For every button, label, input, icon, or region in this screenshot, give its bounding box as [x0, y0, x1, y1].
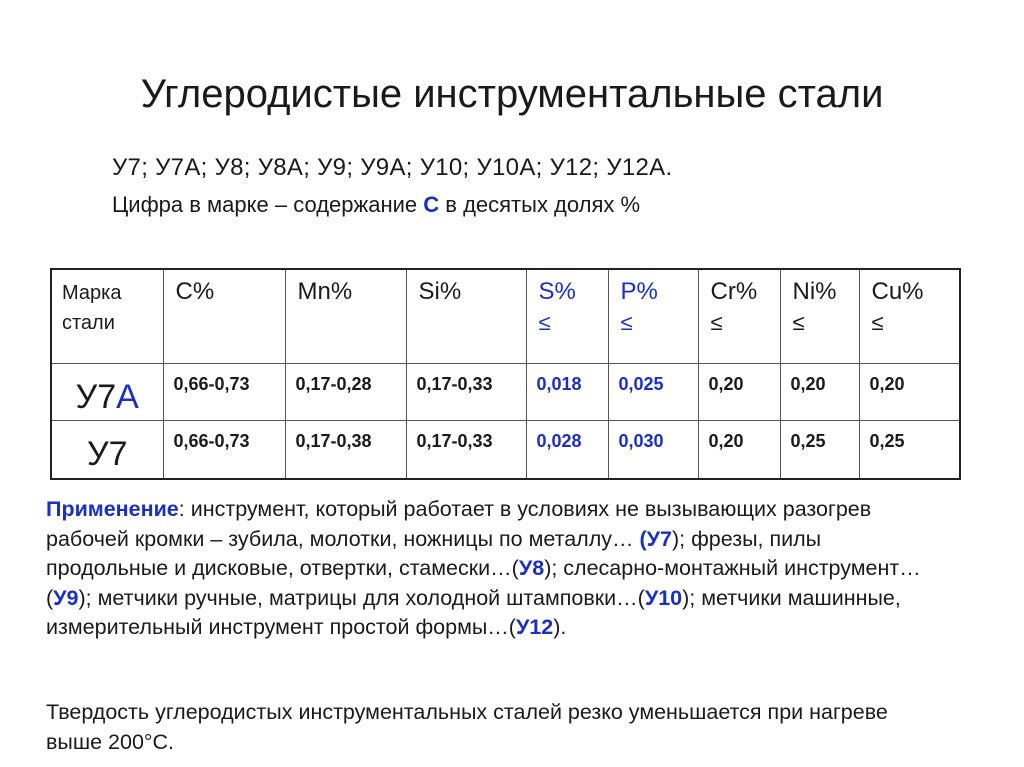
- header-p-label: P%: [620, 278, 658, 305]
- row-grade-suffix: А: [116, 377, 139, 416]
- header-p-le: ≤: [620, 310, 633, 335]
- grade-ref-u8: У8: [518, 556, 545, 580]
- header-ni-le: ≤: [792, 310, 805, 335]
- digit-note-element: С: [423, 192, 440, 217]
- application-paragraph: [46, 495, 946, 643]
- grade-ref-u7: (У7: [639, 526, 672, 551]
- cell-s: 0,018: [526, 364, 608, 421]
- table-row: [51, 421, 960, 479]
- digit-note-before: Цифра в марке – содержание: [112, 192, 424, 217]
- hardness-note: Твердость углеродистых инструментальных сталей резко уменьшается при нагреве выше 200°С.: [46, 700, 888, 754]
- header-p: [608, 269, 698, 364]
- cell-s: 0,028: [526, 421, 608, 479]
- header-s-le: ≤: [538, 310, 551, 335]
- row-grade: [51, 364, 163, 421]
- cell-cr: 0,20: [698, 364, 780, 421]
- grades-list: У7; У7А; У8; У8А; У9; У9А; У10; У10А; У12; У12А.: [112, 154, 673, 181]
- cell-cu: 0,20: [859, 364, 960, 421]
- header-cu: [859, 269, 960, 364]
- application-text-5: ); метчики машинные, измерительный инструмент простой формы…(: [46, 585, 901, 639]
- cell-p: 0,025: [608, 364, 698, 421]
- header-cr: [698, 269, 780, 364]
- header-ni-label: Ni%: [792, 278, 837, 305]
- header-s: [526, 269, 608, 364]
- application-text-4: ); метчики ручные, матрицы для холодной штамповки…(: [78, 585, 645, 610]
- header-s-label: S%: [538, 278, 576, 305]
- header-c: С%: [163, 269, 285, 364]
- cell-c: 0,66-0,73: [163, 364, 285, 421]
- cell-cu: 0,25: [859, 421, 960, 479]
- cell-ni: 0,25: [780, 421, 859, 479]
- row-grade: [51, 421, 163, 479]
- header-ni: [780, 269, 859, 364]
- header-cr-label: Cr%: [710, 278, 758, 305]
- application-text-3: ); слесарно-монтажный инструмент…(: [46, 556, 921, 610]
- table-row: [51, 364, 960, 421]
- cell-si: 0,17-0,33: [406, 364, 526, 421]
- cell-p: 0,030: [608, 421, 698, 479]
- header-si: Si%: [406, 269, 526, 364]
- cell-ni: 0,20: [780, 364, 859, 421]
- row-grade-main: У7: [75, 377, 117, 416]
- cell-c: 0,66-0,73: [163, 421, 285, 479]
- grade-ref-u10: У10: [644, 585, 683, 610]
- table-header-row: [51, 269, 960, 364]
- header-cu-label: Cu%: [871, 278, 924, 305]
- digit-note: [112, 192, 640, 218]
- cell-cr: 0,20: [698, 421, 780, 479]
- cell-mn: 0,17-0,38: [285, 421, 406, 479]
- row-grade-main: У7: [86, 435, 128, 474]
- application-label: Применение: [46, 497, 179, 521]
- application-text-1: : инструмент, который работает в условиях не вызывающих разогрев рабочей кромки – зубила, молотки, ножницы по металлу…: [46, 497, 872, 551]
- digit-note-after: в десятых долях %: [439, 192, 641, 217]
- header-grade: Марка стали: [51, 269, 163, 364]
- page-title: Углеродистые инструментальные стали: [140, 72, 884, 116]
- grade-ref-u9: У9: [53, 585, 79, 610]
- composition-table: [50, 268, 961, 480]
- application-text-6: ).: [553, 615, 567, 639]
- cell-mn: 0,17-0,28: [285, 364, 406, 421]
- header-cr-le: ≤: [710, 310, 723, 335]
- cell-si: 0,17-0,33: [406, 421, 526, 479]
- application-text-2: ); фрезы, пилы продольные и дисковые, отвертки, стамески…(: [46, 526, 822, 580]
- header-mn: Mn%: [285, 269, 406, 364]
- grade-ref-u12: У12: [515, 615, 554, 639]
- header-cu-le: ≤: [871, 310, 884, 335]
